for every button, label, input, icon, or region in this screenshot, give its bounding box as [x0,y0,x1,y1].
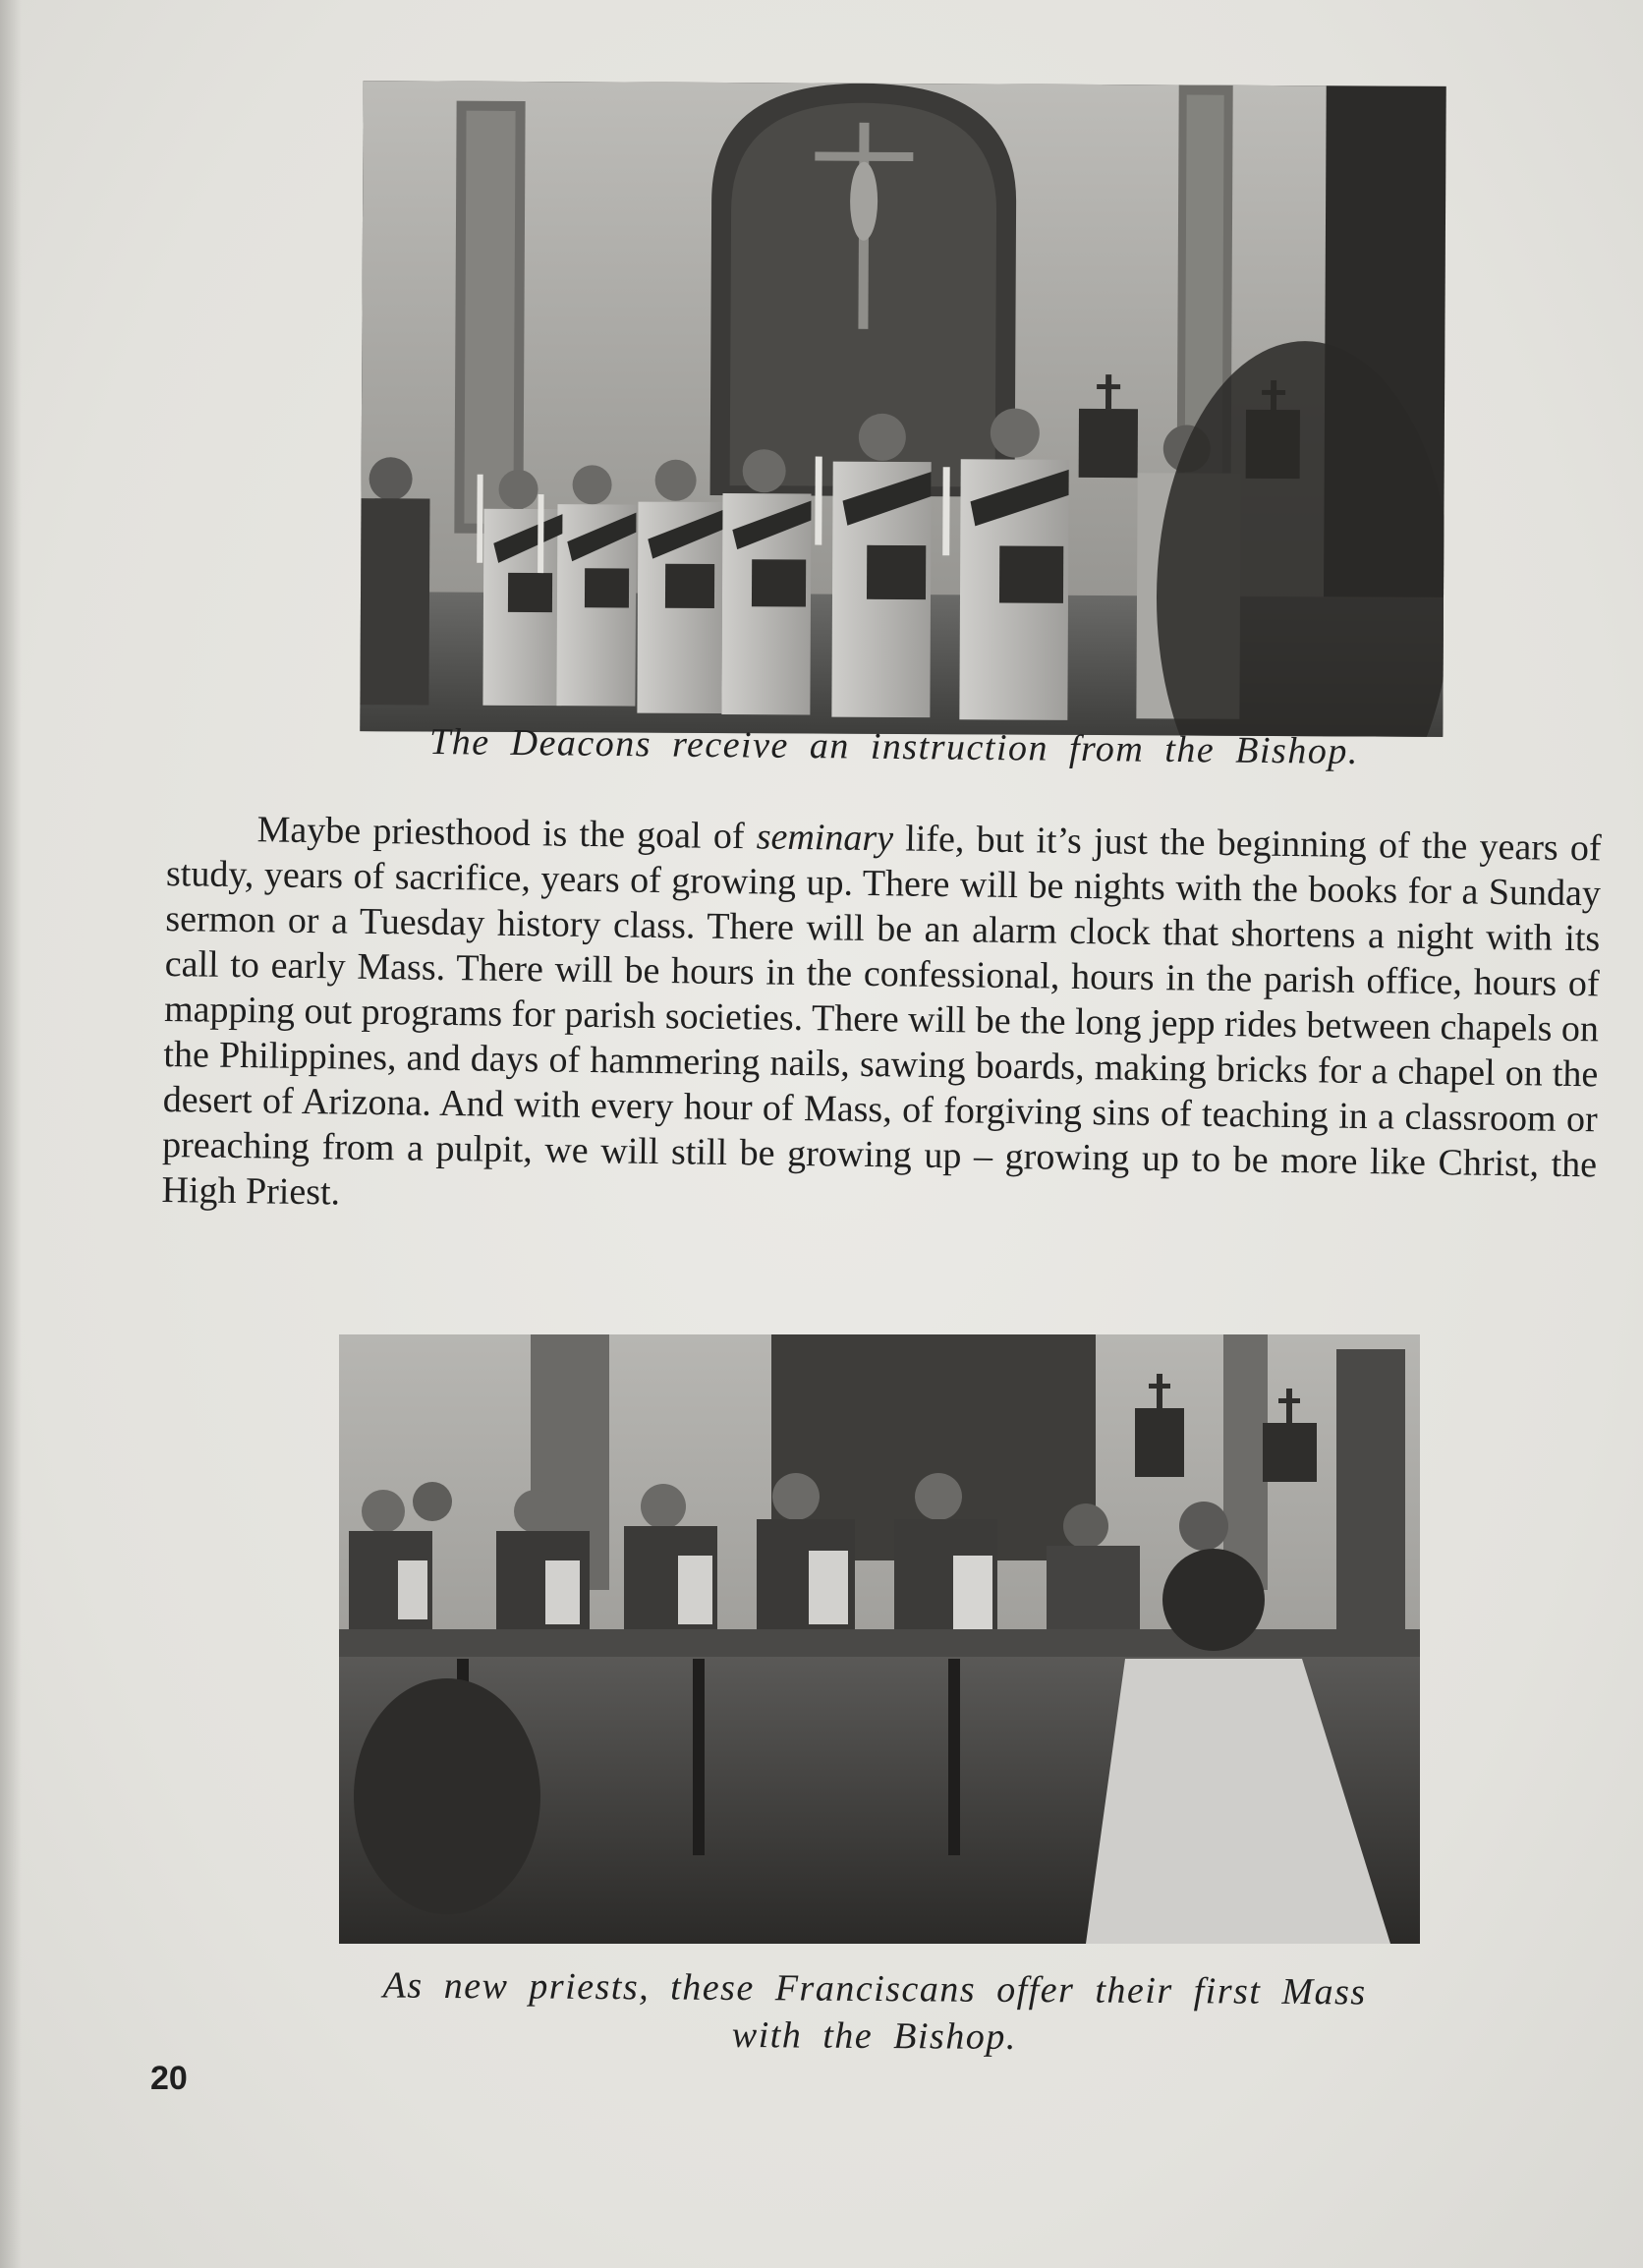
body-paragraph [161,806,1602,1232]
page-number: 20 [150,2060,188,2097]
photo-franciscans-mass [339,1334,1420,1944]
spine-shadow [0,0,22,2268]
caption-deacons: The Deacons receive an instruction from the Bishop. [428,721,1360,772]
caption-franciscans [354,1961,1396,2063]
photo-deacons-image [360,81,1445,737]
photo-franciscans-image [339,1334,1420,1944]
body-text-part1: Maybe priesthood is the goal of [256,809,758,858]
caption-franciscans-line1: As new priests, these Franciscans offer their first Mass [382,1964,1367,2013]
body-text-emphasis: seminary [756,816,894,860]
body-text-part2: life, but it’s just the beginning of the years of study, years of sacrifice, years of growing up. There will be nights with the books for a Sunday sermon or a Tuesday history class. There will be an alarm clock that shortens a night with its call to early Mass. There will be hours in the confessional, hours in the parish office, hours of mapping out programs for parish societies. There will be the long jepp rides between chapels on the Philippines, and days of hammering nails, sawing boards, making bricks for a chapel on the desert of Arizona. And with every hour of Mass, of forgiving sins of teaching in a classroom or preaching from a pulpit, we will still be growing up – growing up to be more like Christ, the High Priest. [161,818,1602,1214]
caption-franciscans-line2: with the Bishop. [731,2013,1017,2059]
photo-deacons-procession [360,81,1445,737]
